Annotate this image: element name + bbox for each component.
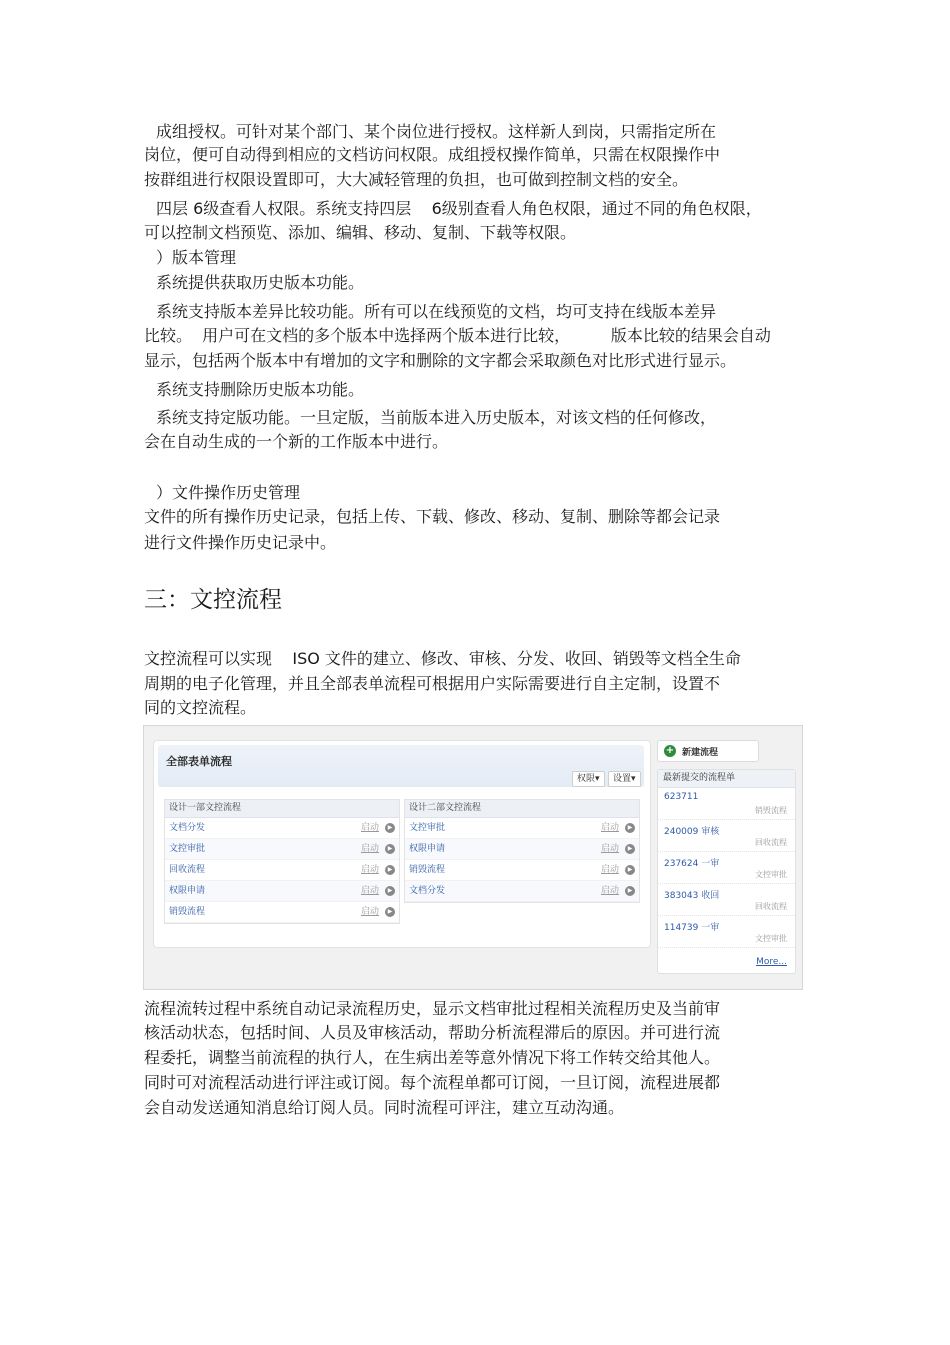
text-line: 可以控制文档预览、添加、编辑、移动、复制、下载等权限。 [144, 223, 577, 242]
text-line: 核活动状态，包括时间、人员及审核活动，帮助分析流程滞后的原因。并可进行流 [144, 1023, 721, 1042]
start-link[interactable]: 启动 [600, 844, 619, 854]
flow-row[interactable] [165, 860, 399, 881]
flow-type: 文控审批 [755, 870, 787, 879]
text-line: ）文件操作历史管理 [156, 483, 301, 502]
form-flow-panel [153, 740, 651, 948]
flow-type: 回收流程 [755, 902, 787, 911]
play-icon[interactable]: ▶ [385, 844, 395, 854]
text-line: 系统提供获取历史版本功能。 [156, 273, 365, 292]
text-line: 岗位，便可自动得到相应的文档访问权限。成组授权操作简单，只需在权限操作中 [144, 145, 721, 164]
play-icon[interactable]: ▶ [385, 907, 395, 917]
play-icon[interactable]: ▶ [625, 823, 635, 833]
text-line: 系统支持定版功能。一旦定版，当前版本进入历史版本，对该文档的任何修改， [156, 408, 717, 427]
group-title: 设计二部文控流程 [405, 800, 639, 818]
text-line: 流程流转过程中系统自动记录流程历史，显示文档审批过程相关流程历史及当前审 [144, 999, 721, 1018]
recent-flow-item[interactable] [658, 788, 795, 820]
flow-name[interactable]: 回收流程 [169, 865, 206, 875]
start-link[interactable]: 启动 [600, 823, 619, 833]
embedded-screenshot [143, 725, 803, 990]
flow-id[interactable]: 383043 收回 [664, 891, 720, 901]
flow-row[interactable] [405, 818, 639, 839]
more-link[interactable]: More... [756, 957, 787, 967]
flow-name[interactable]: 权限申请 [409, 844, 446, 854]
text-line: 进行文件操作历史记录中。 [144, 533, 337, 552]
text-line: 四层 6级查看人权限。系统支持四层 6级别查看人角色权限，通过不同的角色权限， [156, 199, 762, 218]
flow-row[interactable] [165, 902, 399, 923]
flow-row[interactable] [165, 839, 399, 860]
text-line: 显示，包括两个版本中有增加的文字和删除的文字都会采取颜色对比形式进行显示。 [144, 351, 737, 370]
flow-row[interactable] [405, 839, 639, 860]
text-line: 同的文控流程。 [144, 698, 257, 717]
start-link[interactable]: 启动 [360, 823, 379, 833]
flow-name[interactable]: 权限申请 [169, 886, 206, 896]
flow-id[interactable]: 623711 [664, 792, 699, 802]
start-link[interactable]: 启动 [600, 865, 619, 875]
text-line: 按群组进行权限设置即可，大大减轻管理的负担，也可做到控制文档的安全。 [144, 170, 689, 189]
flow-type: 销毁流程 [755, 806, 787, 815]
group-dept2 [404, 799, 640, 903]
panel-header [158, 745, 644, 787]
recent-flow-item[interactable] [658, 820, 795, 852]
flow-row[interactable] [165, 818, 399, 839]
flow-name[interactable]: 文档分发 [409, 886, 446, 896]
text-line: 会自动发送通知消息给订阅人员。同时流程可评注，建立互动沟通。 [144, 1098, 625, 1117]
text-line: 文控流程可以实现 ISO 文件的建立、修改、审核、分发、收回、销毁等文档全生命 [144, 649, 741, 668]
recent-flows-title: 最新提交的流程单 [658, 770, 795, 788]
flow-id[interactable]: 237624 一审 [664, 859, 720, 869]
text-line: 会在自动生成的一个新的工作版本中进行。 [144, 432, 449, 451]
plus-icon: + [665, 745, 675, 756]
flow-name[interactable]: 销毁流程 [409, 865, 446, 875]
group-title: 设计一部文控流程 [165, 800, 399, 818]
text-line: 系统支持删除历史版本功能。 [156, 380, 365, 399]
permission-dropdown[interactable]: 权限▾ [572, 771, 605, 787]
text-line: 文件的所有操作历史记录，包括上传、下载、修改、移动、复制、删除等都会记录 [144, 507, 721, 526]
group-dept1 [164, 799, 400, 924]
play-icon[interactable]: ▶ [625, 886, 635, 896]
settings-dropdown[interactable]: 设置▾ [608, 771, 641, 787]
flow-name[interactable]: 文档分发 [169, 823, 206, 833]
flow-row[interactable] [405, 881, 639, 902]
play-icon[interactable]: ▶ [625, 844, 635, 854]
play-icon[interactable]: ▶ [385, 865, 395, 875]
start-link[interactable]: 启动 [600, 886, 619, 896]
text-line: 比较。 用户可在文档的多个版本中选择两个版本进行比较， 版本比较的结果会自动 [144, 326, 771, 345]
new-flow-label: 新建流程 [682, 748, 719, 758]
text-line: 系统支持版本差异比较功能。所有可以在线预览的文档，均可支持在线版本差异 [156, 302, 717, 321]
recent-flow-item[interactable] [658, 916, 795, 948]
play-icon[interactable]: ▶ [625, 865, 635, 875]
start-link[interactable]: 启动 [360, 907, 379, 917]
text-line: 程委托，调整当前流程的执行人，在生病出差等意外情况下将工作转交给其他人。 [144, 1048, 721, 1067]
section-heading: 三：文控流程 [144, 587, 282, 613]
flow-type: 回收流程 [755, 838, 787, 847]
flow-row[interactable] [165, 881, 399, 902]
flow-name[interactable]: 文控审批 [409, 823, 446, 833]
play-icon[interactable]: ▶ [385, 823, 395, 833]
panel-title: 全部表单流程 [166, 755, 232, 768]
start-link[interactable]: 启动 [360, 886, 379, 896]
flow-row[interactable] [405, 860, 639, 881]
flow-id[interactable]: 114739 一审 [664, 923, 720, 933]
text-line: 周期的电子化管理，并且全部表单流程可根据用户实际需要进行自主定制，设置不 [144, 674, 721, 693]
flow-name[interactable]: 文控审批 [169, 844, 206, 854]
recent-flow-item[interactable] [658, 884, 795, 916]
text-line: ）版本管理 [156, 248, 237, 267]
play-icon[interactable]: ▶ [385, 886, 395, 896]
flow-id[interactable]: 240009 审核 [664, 827, 720, 837]
flow-type: 文控审批 [755, 934, 787, 943]
recent-flow-item[interactable] [658, 852, 795, 884]
recent-flows-panel [657, 769, 796, 974]
flow-name[interactable]: 销毁流程 [169, 907, 206, 917]
start-link[interactable]: 启动 [360, 865, 379, 875]
start-link[interactable]: 启动 [360, 844, 379, 854]
text-line: 成组授权。可针对某个部门、某个岗位进行授权。这样新人到岗，只需指定所在 [156, 122, 717, 141]
text-line: 同时可对流程活动进行评注或订阅。每个流程单都可订阅，一旦订阅，流程进展都 [144, 1073, 721, 1092]
new-flow-button[interactable] [657, 740, 759, 762]
